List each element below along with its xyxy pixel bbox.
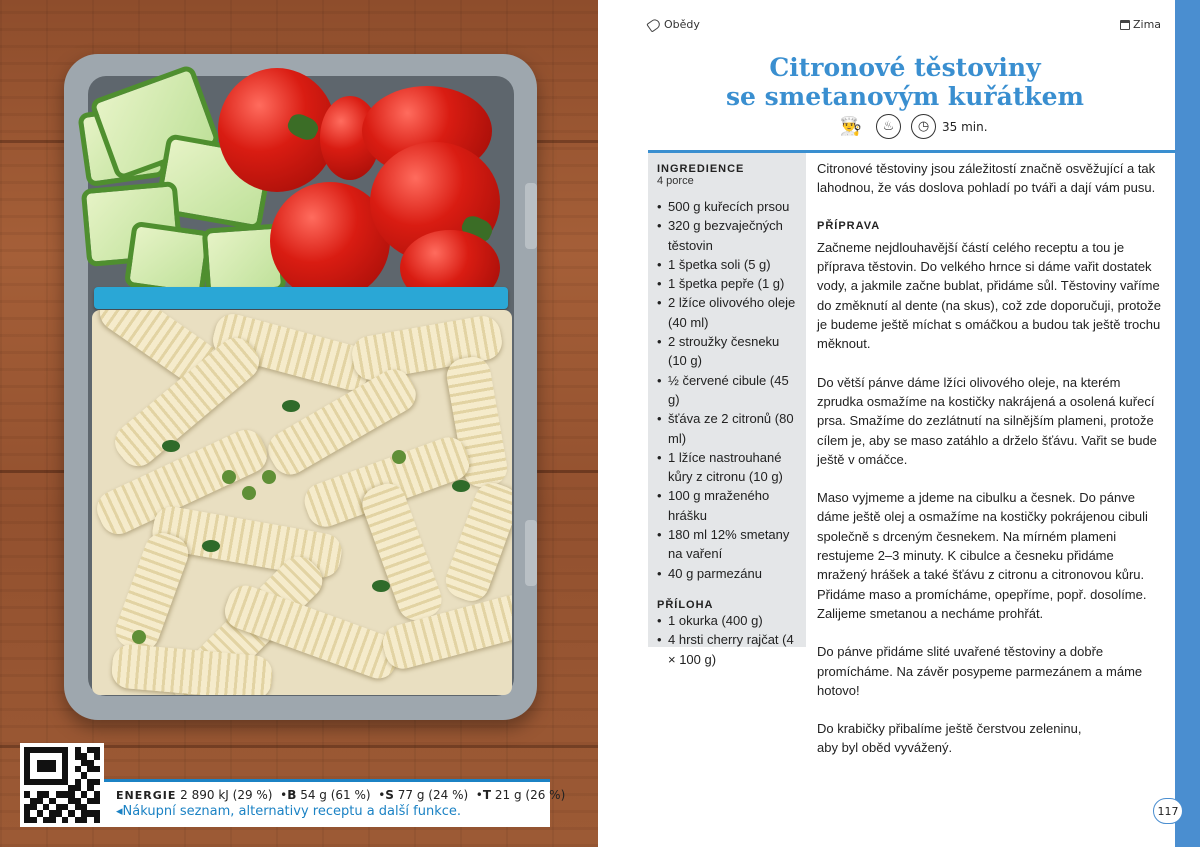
ingredient-item: • 320 g bezvaječných těstovin bbox=[657, 216, 798, 255]
ingredients-title: INGREDIENCE bbox=[657, 163, 745, 175]
fat-label: T bbox=[482, 788, 492, 802]
food-photo bbox=[0, 0, 598, 847]
side-dish-title: PŘÍLOHA bbox=[657, 598, 714, 611]
cucumber-slice bbox=[124, 221, 212, 297]
ingredient-item: • 100 g mraženého hrášku bbox=[657, 486, 798, 525]
chef-icon: 👨‍🍳 bbox=[839, 115, 863, 137]
lunchbox-divider bbox=[94, 287, 508, 309]
carbs-label: S bbox=[385, 788, 394, 802]
instruction-paragraph: Do pánve přidáme slité uvařené těstoviny a dobře promícháme. Na závěr posypeme parmezánem a máme hotovo! bbox=[817, 644, 1143, 698]
ingredient-item: • 1 lžíce nastrouhané kůry z citronu (10 g) bbox=[657, 448, 798, 487]
side-dish-item: • 1 okurka (400 g) bbox=[657, 611, 798, 630]
season-label: Zima bbox=[1133, 18, 1162, 31]
portions-label: 4 porce bbox=[657, 175, 694, 187]
season-header bbox=[1120, 18, 1161, 31]
preparation-title: PŘÍPRAVA bbox=[817, 219, 881, 232]
lunchbox-latch bbox=[525, 520, 537, 586]
ingredient-item: • 2 lžíce olivového oleje (40 ml) bbox=[657, 293, 798, 332]
side-dish-list bbox=[657, 611, 798, 669]
recipe-title-line1: Citronové těstoviny bbox=[769, 53, 1041, 82]
instruction-paragraph: Maso vyjmeme a jdeme na cibulku a česnek. Do pánve dáme ještě olej a osmažíme na kostičky pokrájenou cibuli společně s drceným česnekem. Na mírném plameni restujeme 2–3 minuty. K cibulce a česneku přidáme mražený hrášek a také šťávu z citronu a citronovou kůru. Přidáme maso a promícháme, opepříme, popř. dosolíme. Zalijeme smetanou a necháme prohřát. bbox=[817, 490, 1148, 621]
category-header bbox=[648, 18, 700, 31]
energy-label: ENERGIE bbox=[116, 789, 177, 802]
ingredient-item: • ½ červené cibule (45 g) bbox=[657, 371, 798, 410]
energy-value: 2 890 kJ (29 %) bbox=[180, 788, 273, 802]
instruction-paragraph: Začneme nejdlouhavější částí celého receptu a tou je příprava těstovin. Do velkého hrnce si dáme vařit dostatek vody, a jakmile začne bublat, přidáme sůl. Těstoviny vaříme do změknutí al dente (na skus), což zde doporučuji, protože je budeme ještě míchat s omáčkou a budou tak ještě trochu měknout. bbox=[817, 239, 1161, 352]
clock-icon: ◷ bbox=[911, 114, 936, 139]
recipe-title bbox=[648, 53, 1162, 111]
closing-paragraph bbox=[817, 719, 1162, 758]
instruction-paragraph: Do větší pánve dáme lžíci olivového oleje, na kterém zprudka osmažíme na kostičky nakrájená a osolená kuřecí prsa. Smažíme do zezlátnutí na silnějším plameni, protože cílem je, aby se maso zatáhlo a drželo šťávu. Vařit se bude ještě v omáčce. bbox=[817, 374, 1157, 467]
protein-label: B bbox=[287, 788, 297, 802]
qr-code[interactable] bbox=[20, 743, 104, 827]
prep-time: 35 min. bbox=[942, 119, 988, 134]
recipe-title-line2: se smetanovým kuřátkem bbox=[725, 82, 1085, 111]
intro-paragraph: Citronové těstoviny jsou záležitostí značně osvěžující a tak lahodnou, že vás doslova pohladí po tváři a dají vám pusu. bbox=[817, 161, 1156, 196]
page-edge-bar bbox=[1175, 0, 1200, 847]
page-number: 117 bbox=[1153, 798, 1183, 824]
shopping-list-link[interactable] bbox=[116, 804, 540, 819]
ingredient-item: • 40 g parmezánu bbox=[657, 564, 798, 583]
ingredient-item: • šťáva ze 2 citronů (80 ml) bbox=[657, 409, 798, 448]
recipe-meta-icons bbox=[836, 114, 988, 139]
shopping-list-link-text: Nákupní seznam, alternativy receptu a další funkce. bbox=[122, 804, 462, 819]
nutrition-box bbox=[104, 779, 566, 827]
calendar-icon bbox=[1120, 20, 1130, 30]
tag-icon bbox=[646, 17, 662, 32]
closing-line-2: aby byl oběd vyvážený. bbox=[817, 740, 953, 756]
recipe-instructions bbox=[817, 159, 1162, 777]
category-label: Obědy bbox=[664, 18, 700, 31]
ingredient-item: • 2 stroužky česneku (10 g) bbox=[657, 332, 798, 371]
ingredients-panel bbox=[648, 153, 806, 667]
fat-value: 21 g (26 %) bbox=[494, 788, 566, 802]
side-dish-item: • 4 hrsti cherry rajčat (4 × 100 g) bbox=[657, 630, 798, 669]
nutrition-line: ENERGIE 2 890 kJ (29 %) •B 54 g (61 %) •S 77 g (24 %) •T 21 g (26 %) bbox=[116, 788, 566, 802]
lunchbox-latch bbox=[525, 183, 537, 249]
pot-icon: ♨ bbox=[876, 114, 901, 139]
ingredient-item: • 500 g kuřecích prsou bbox=[657, 197, 798, 216]
ingredient-list bbox=[657, 197, 798, 583]
pasta-portion bbox=[92, 310, 512, 695]
protein-value: 54 g (61 %) bbox=[300, 788, 371, 802]
ingredient-item: • 180 ml 12% smetany na vaření bbox=[657, 525, 798, 564]
ingredient-item: • 1 špetka soli (5 g) bbox=[657, 255, 798, 274]
ingredient-item: • 1 špetka pepře (1 g) bbox=[657, 274, 798, 293]
closing-line-1: Do krabičky přibalíme ještě čerstvou zeleninu, bbox=[817, 721, 1082, 737]
triangle-left-icon: ◂ bbox=[116, 804, 123, 819]
carbs-value: 77 g (24 %) bbox=[397, 788, 469, 802]
cherry-tomato bbox=[218, 68, 336, 192]
